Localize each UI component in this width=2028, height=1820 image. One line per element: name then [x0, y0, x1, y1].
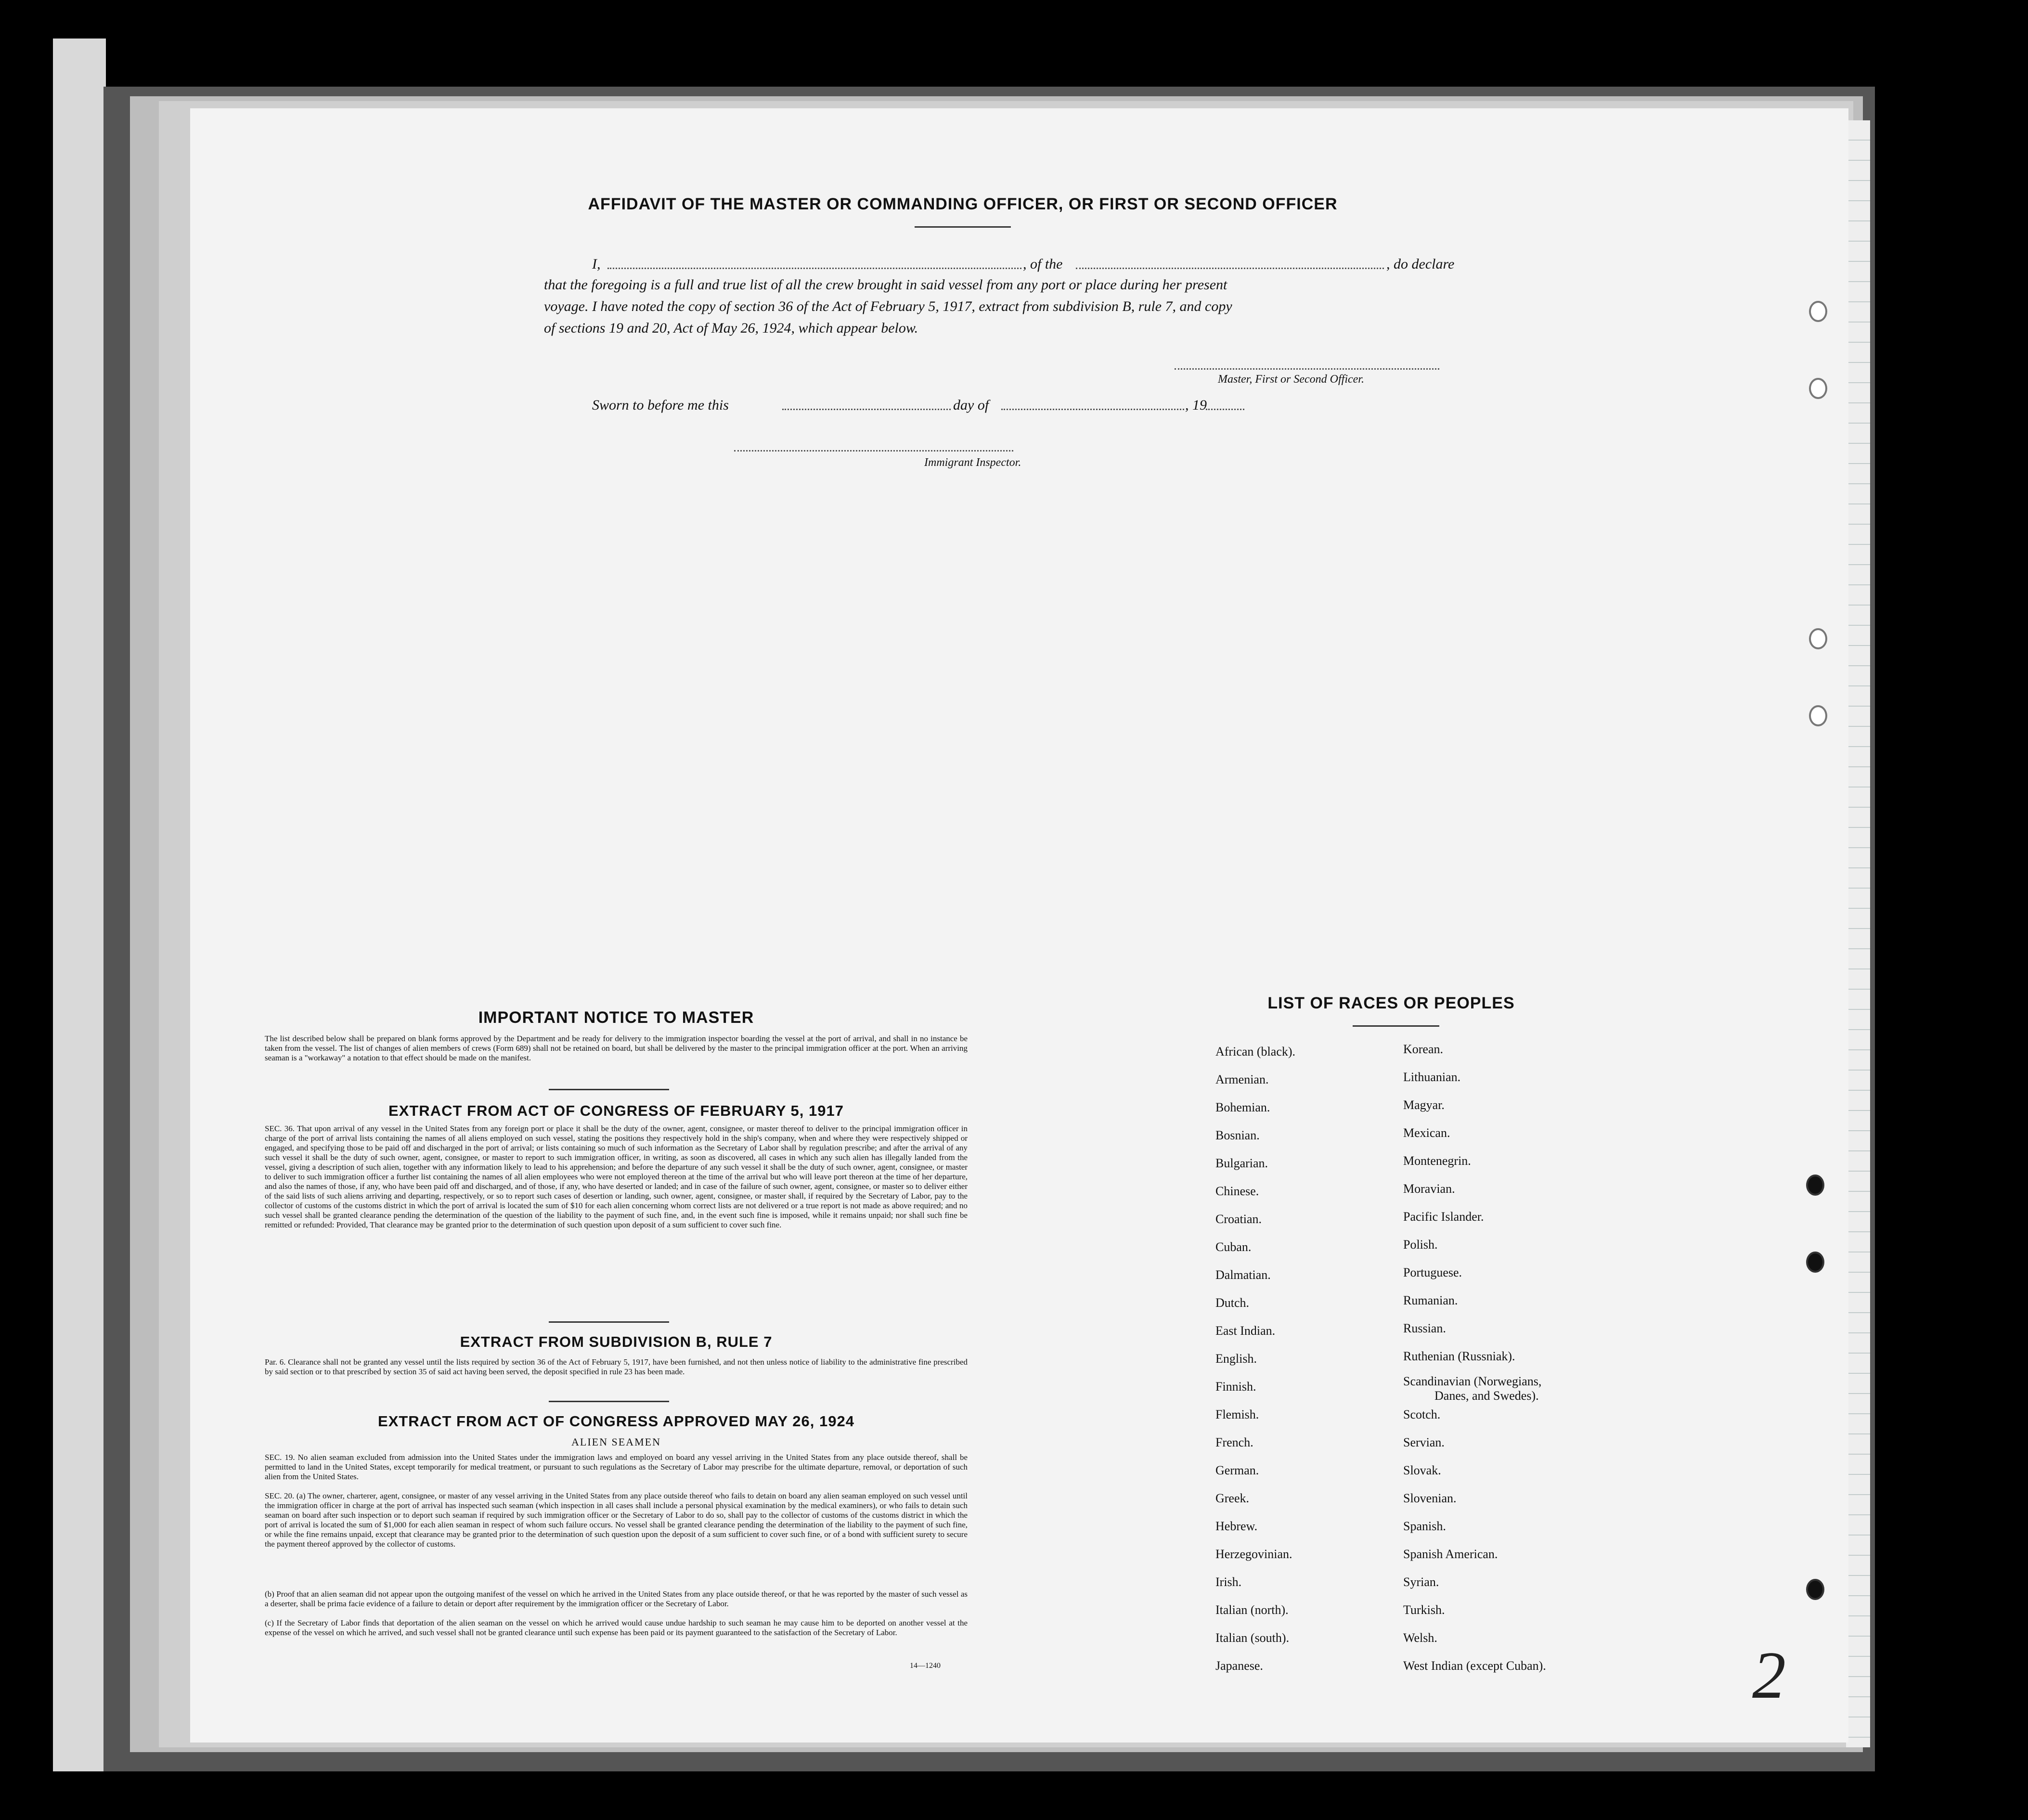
race-item: African (black). — [1215, 1045, 1296, 1058]
affidavit-line-3: voyage. I have noted the copy of section 36 of the Act of February 5, 1917, extract from subdivision B, rule 7, and copy — [544, 298, 1232, 314]
day-of: day of — [953, 397, 989, 413]
act-1917-body: SEC. 36. That upon arrival of any vessel in the United States from any foreign port or place it shall be the duty of the owner, agent, consignee, or master thereof to deliver to the principal immigration officer in charge of the port of arrival lists containing the names of all aliens employed on such vessel, stating the positions they respectively hold in the ship's company, when and where they were respectively shipped or engaged, and specifying those to be paid off and discharged in the port of arrival; or lists containing so much of such information as the Secretary of Labor shall by regulation prescribe; and after the arrival of any such vessel it shall be the duty of such owner, agent, consignee, or master to report to such immigration officer, in writing, as soon as discovered, all cases in which any such alien has illegally landed from the vessel, giving a description of such alien, together with any information likely to lead to his apprehension; and before the departure of any such vessel it shall be the duty of such owner, agent, consignee, or master to deliver to such immigration officer a further list containing the names of all alien employees who were not employed thereon at the time of the arrival but who will leave port thereon at the time of her departure, and also the names of those, if any, who have been paid off and discharged, and of those, if any, who have deserted or landed; and in case of the failure of such owner, agent, consignee, or master so to deliver either of the said lists of such aliens arriving and departing, respectively, or so to report such cases of desertion or landing, such owner, agent, consignee, or master shall, if required by the Secretary of Labor, pay to the collector of customs of the customs district in which the port of arrival is located the sum of $10 for each alien concerning whom correct lists are not delivered or a true report is not made as above required; and no such vessel shall be granted clearance pending the determination of the question of the liability to the payment of such fine, and, in the event such fine is imposed, while it remains unpaid; nor shall such fine be remitted or refunded: Provided, That clearance may be granted prior to the determination of such question upon deposit of a sum sufficient to cover such fine. — [265, 1124, 968, 1229]
race-item: Syrian. — [1403, 1575, 1439, 1589]
title-rule — [915, 226, 1011, 228]
race-item: Dalmatian. — [1215, 1268, 1271, 1282]
race-item: Italian (north). — [1215, 1603, 1289, 1617]
handwritten-page-number: 2 — [1752, 1638, 1786, 1713]
sworn-day-field[interactable] — [782, 392, 951, 410]
declarant-name-field[interactable] — [607, 250, 1021, 269]
rule7-title: EXTRACT FROM SUBDIVISION B, RULE 7 — [460, 1333, 773, 1350]
punch-hole — [1809, 301, 1827, 322]
race-item: Herzegovinian. — [1215, 1547, 1292, 1561]
race-item: Armenian. — [1215, 1072, 1269, 1086]
sworn-year-field[interactable] — [1206, 392, 1244, 410]
act-1917-rule — [549, 1321, 669, 1323]
race-item: Welsh. — [1403, 1631, 1437, 1645]
races-title: LIST OF RACES OR PEOPLES — [1267, 994, 1515, 1012]
act-1924-sec20b: (b) Proof that an alien seaman did not appear upon the outgoing manifest of the vessel on which he arrived in the United States from any place outside thereof, or that he was reported by the master of such vessel as a deserter, shall be prima facie evidence of a failure to detain or deport after requirement by the immigration officer or the Secretary of Labor. — [265, 1589, 968, 1608]
affidavit-line-4: of sections 19 and 20, Act of May 26, 1924, which appear below. — [544, 320, 918, 336]
race-item: Montenegrin. — [1403, 1154, 1471, 1168]
race-item: Korean. — [1403, 1042, 1444, 1056]
race-item: Servian. — [1403, 1435, 1445, 1449]
punch-hole — [1809, 628, 1827, 649]
sworn-month-field[interactable] — [1001, 392, 1184, 410]
race-item: Japanese. — [1215, 1659, 1263, 1673]
punch-hole — [1809, 705, 1827, 726]
affidavit-i: I, — [592, 256, 601, 272]
punch-hole — [1806, 1579, 1824, 1600]
race-item: Rumanian. — [1403, 1293, 1458, 1307]
ruled-edge — [1846, 120, 1870, 1747]
rule7-body: Par. 6. Clearance shall not be granted any vessel until the lists required by section 36 of the Act of February 5, 1917, have been furnished, and not then unless notice of liability to the administrative fine prescribed by said section or to that prescribed by section 35 of said act having been served, the deposit specified in rule 23 has been made. — [265, 1357, 968, 1376]
inspector-signature-field[interactable] — [734, 436, 1013, 452]
race-item: Dutch. — [1215, 1296, 1250, 1310]
affidavit-line-2: that the foregoing is a full and true list of all the crew brought in said vessel from any port or place during her present — [544, 277, 1227, 293]
notice-body: The list described below shall be prepared on blank forms approved by the Department and be ready for delivery to the immigration inspector boarding the vessel at the port of arrival, and shall in no instance be taken from the vessel. The list of changes of alien members of crews (Form 689) shall not be retained on board, but shall be delivered by the master to the principal immigration officer at the port. When an arriving seaman is a "workaway" a notation to that effect should be made on the manifest. — [265, 1034, 968, 1062]
punch-hole — [1806, 1175, 1824, 1196]
form-number: 14—1240 — [910, 1662, 941, 1670]
race-item: Cuban. — [1215, 1240, 1252, 1254]
race-item: Bosnian. — [1215, 1128, 1260, 1142]
race-item: Moravian. — [1403, 1182, 1455, 1196]
affidavit-of-the: , of the — [1023, 256, 1063, 272]
race-item: French. — [1215, 1435, 1253, 1449]
sworn-text: Sworn to before me this — [592, 397, 729, 413]
race-item: English. — [1215, 1352, 1257, 1366]
race-item: Lithuanian. — [1403, 1070, 1461, 1084]
race-item: German. — [1215, 1463, 1259, 1477]
race-item: Pacific Islander. — [1403, 1210, 1484, 1224]
inspector-label: Immigrant Inspector. — [924, 456, 1021, 469]
race-item: Finnish. — [1215, 1380, 1256, 1394]
act-1924-sec19: SEC. 19. No alien seaman excluded from admission into the United States under the immigration laws and employed on board any vessel arriving in the United States from any place outside thereof, shall be permitted to land in the United States, except temporarily for medical treatment, or pursuant to such regulations as the Secretary of Labor may prescribe for the ultimate departure, removal, or deportation of such alien from the United States. — [265, 1453, 968, 1481]
race-item-continuation: Danes, and Swedes). — [1434, 1389, 1539, 1403]
race-item: Flemish. — [1215, 1407, 1259, 1421]
race-item: Bulgarian. — [1215, 1156, 1268, 1170]
race-item: Chinese. — [1215, 1184, 1259, 1198]
race-item: Hebrew. — [1215, 1519, 1258, 1533]
year-prefix: , 19 — [1185, 397, 1207, 413]
race-item: Polish. — [1403, 1238, 1438, 1252]
race-item: West Indian (except Cuban). — [1403, 1659, 1546, 1673]
race-item: Magyar. — [1403, 1098, 1445, 1112]
notice-rule — [549, 1089, 669, 1090]
race-item: Ruthenian (Russniak). — [1403, 1349, 1515, 1363]
binder-strip — [53, 39, 106, 1771]
race-item: Croatian. — [1215, 1212, 1262, 1226]
rule7-rule — [549, 1401, 669, 1402]
race-item: Mexican. — [1403, 1126, 1450, 1140]
affidavit-title: AFFIDAVIT OF THE MASTER OR COMMANDING OFFICER, OR FIRST OR SECOND OFFICER — [588, 195, 1338, 213]
race-item: Greek. — [1215, 1491, 1250, 1505]
race-item: Bohemian. — [1215, 1100, 1270, 1114]
race-item: Spanish American. — [1403, 1547, 1498, 1561]
race-item: Slovenian. — [1403, 1491, 1457, 1505]
race-item: East Indian. — [1215, 1324, 1276, 1338]
master-signature-label: Master, First or Second Officer. — [1218, 373, 1364, 386]
race-item: Spanish. — [1403, 1519, 1446, 1533]
punch-hole — [1809, 378, 1827, 399]
race-item: Portuguese. — [1403, 1265, 1462, 1279]
vessel-name-field[interactable] — [1076, 250, 1384, 269]
race-item: Slovak. — [1403, 1463, 1441, 1477]
races-rule — [1353, 1025, 1439, 1027]
act-1924-sec20a: SEC. 20. (a) The owner, charterer, agent, consignee, or master of any vessel arriving in the United States from any place outside thereof who fails to detain on board any alien seaman employed on such vessel until the immigration officer in charge at the port of arrival has inspected such seaman (which inspection in all cases shall include a personal physical examination by the medical examiners), or who fails to detain such seaman on board after such inspection or to deport such seaman if required by such immigration officer or the Secretary of Labor to do so, shall pay to the collector of customs of the customs district in which the port of arrival is located the sum of $1,000 for each alien seaman in respect of whom such failure occurs. No vessel shall be granted clearance pending the determination of the liability to the payment of such fine, or while the fine remains unpaid, except that clearance may be granted prior to the determination of such question upon the deposit of a sum sufficient to cover such fine, or of a bond with sufficient surety to secure the payment thereof approved by the collector of customs. — [265, 1491, 968, 1549]
race-item: Italian (south). — [1215, 1631, 1290, 1645]
act-1924-sec20c: (c) If the Secretary of Labor finds that deportation of the alien seaman on the vessel on which he arrived would cause undue hardship to such seaman he may cause him to be deported on another vessel at the expense of the vessel on which he arrived, and such vessel shall not be granted clearance until such expense has been paid or its payment guaranteed to the satisfaction of the Secretary of Labor. — [265, 1618, 968, 1637]
act-1924-subtitle: ALIEN SEAMEN — [571, 1436, 661, 1448]
affidavit-declare: , do declare — [1386, 256, 1455, 272]
race-item: Irish. — [1215, 1575, 1242, 1589]
race-item: Turkish. — [1403, 1603, 1445, 1617]
race-item: Scotch. — [1403, 1407, 1441, 1421]
act-1924-title: EXTRACT FROM ACT OF CONGRESS APPROVED MAY 26, 1924 — [378, 1413, 854, 1430]
race-item: Scandinavian (Norwegians, — [1403, 1374, 1542, 1388]
act-1917-title: EXTRACT FROM ACT OF CONGRESS OF FEBRUARY 5, 1917 — [388, 1102, 844, 1119]
race-item: Russian. — [1403, 1321, 1446, 1335]
notice-title: IMPORTANT NOTICE TO MASTER — [478, 1008, 754, 1027]
master-signature-field[interactable] — [1175, 354, 1439, 370]
punch-hole — [1806, 1252, 1824, 1273]
